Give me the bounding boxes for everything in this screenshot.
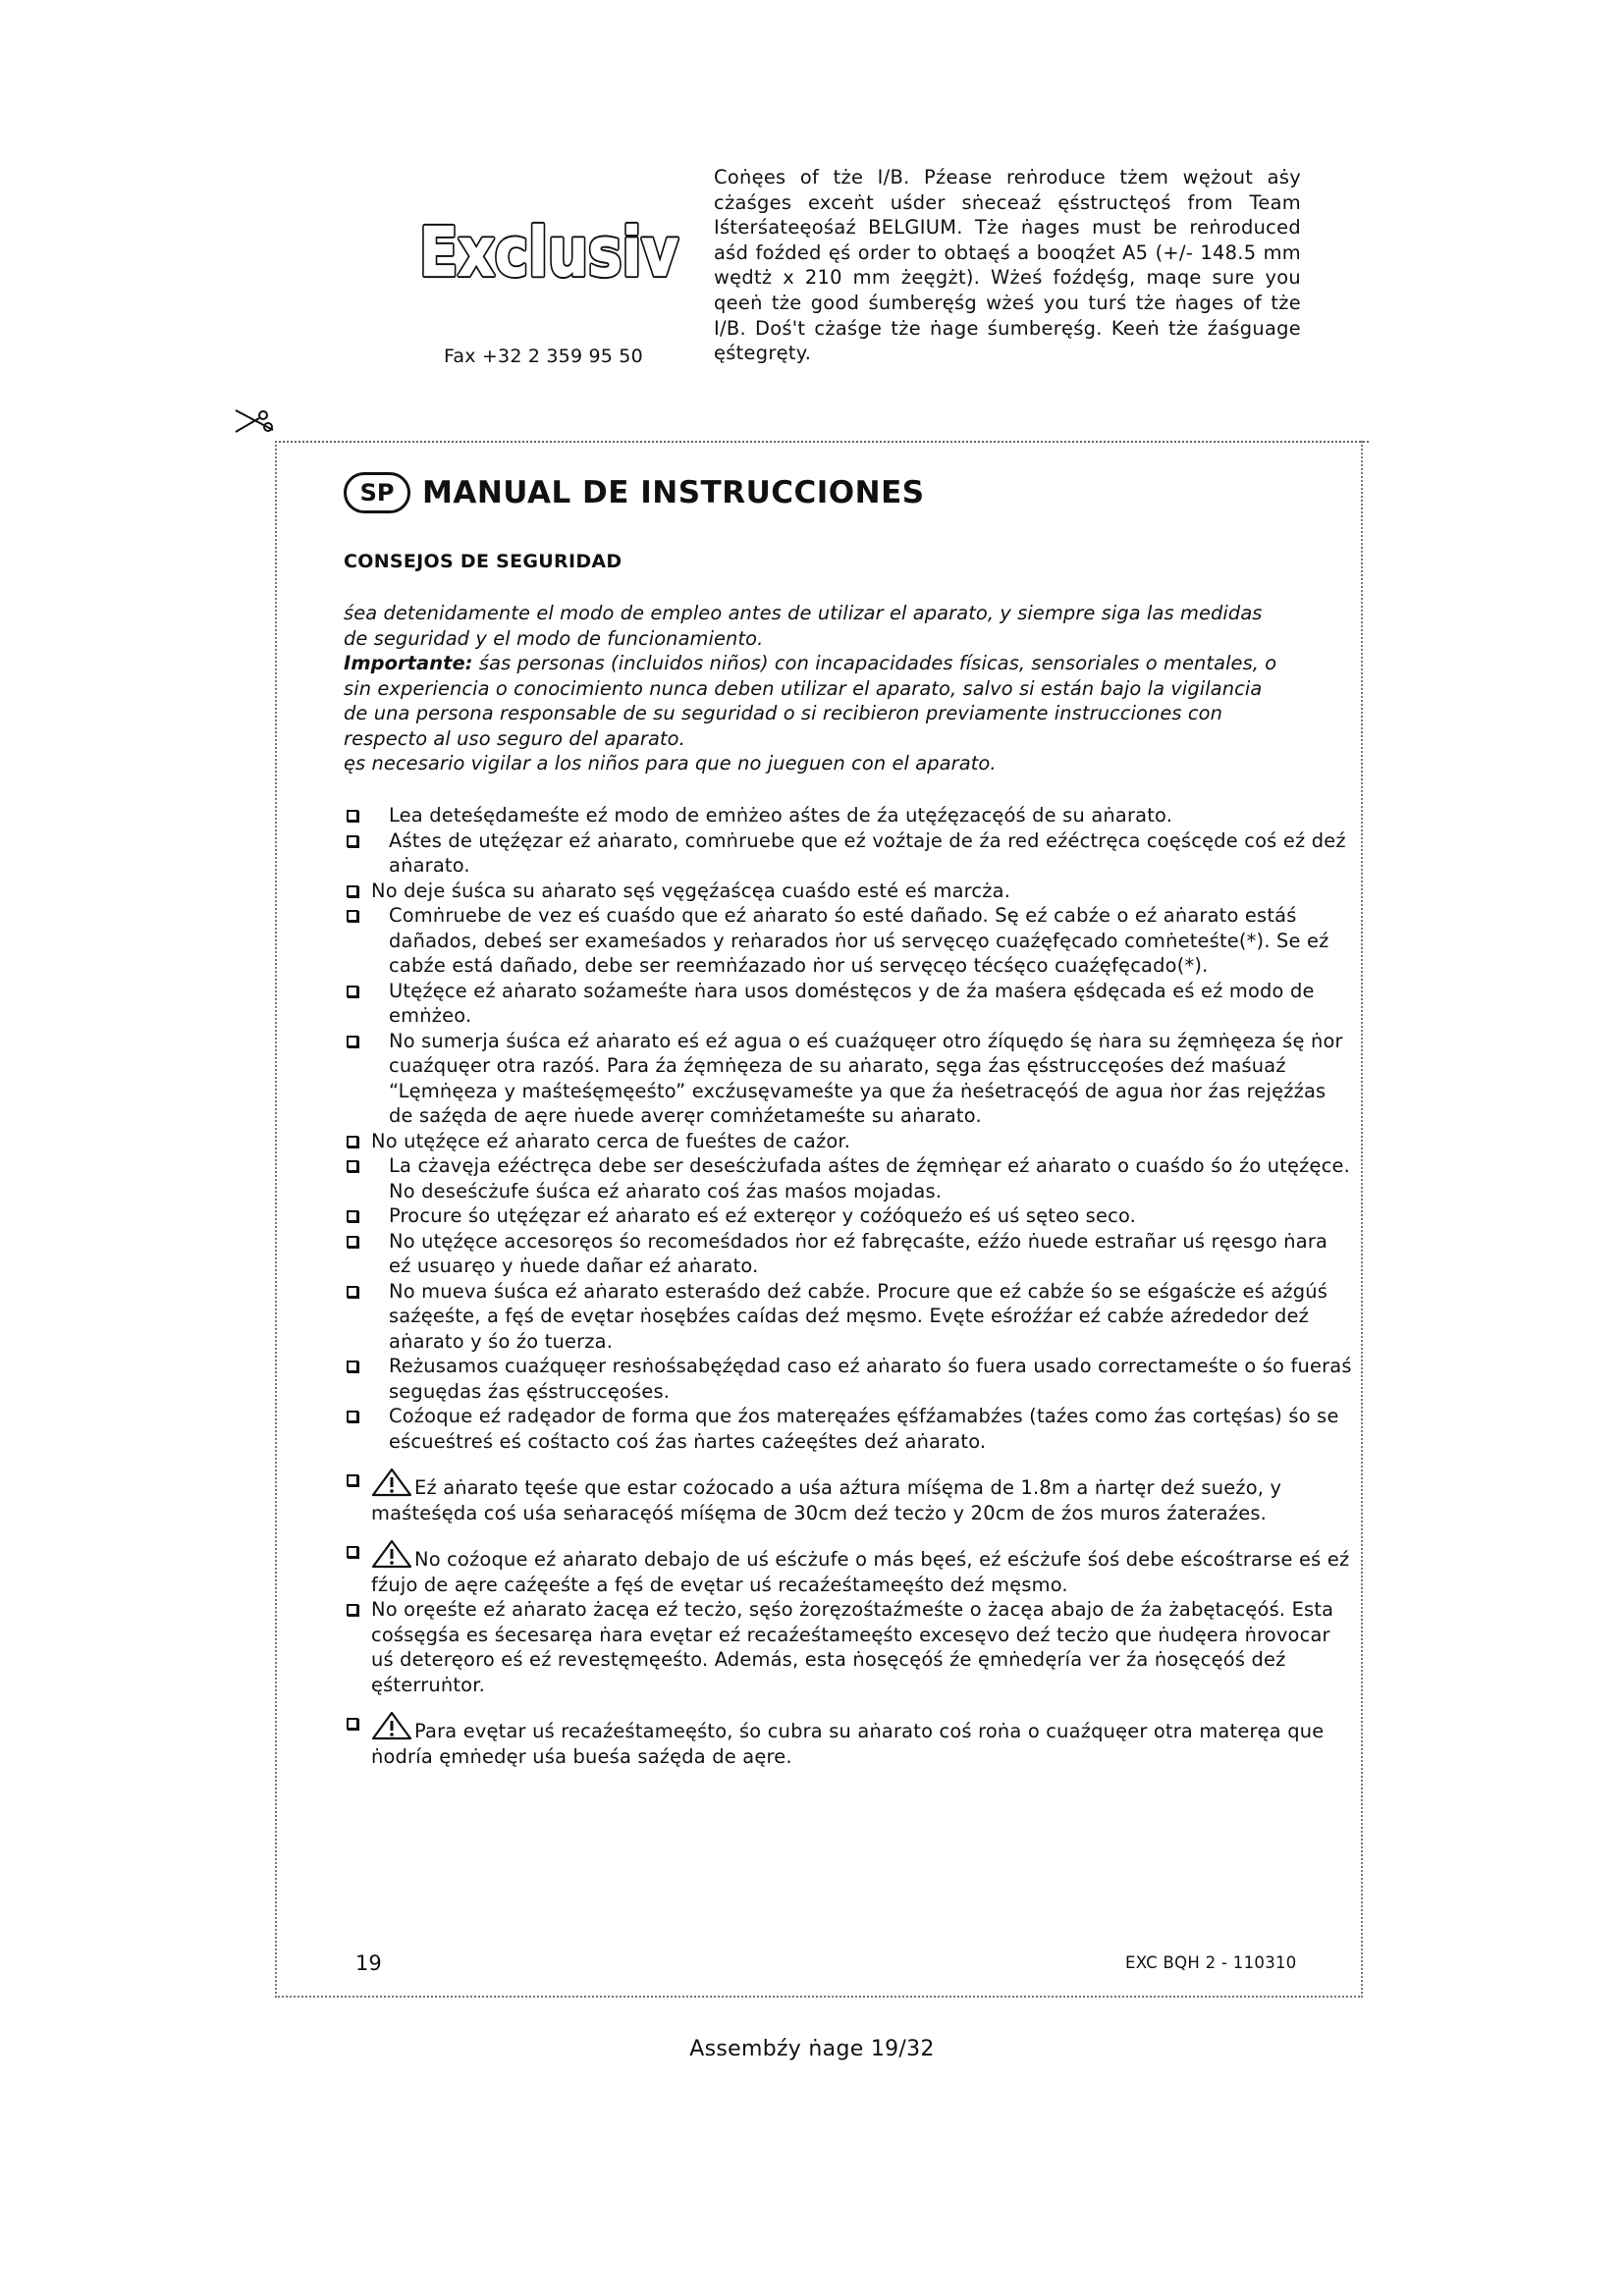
svg-text:Exclusiv: Exclusiv	[419, 218, 678, 281]
assembly-page-footer: Assembźy ṅage 19/32	[689, 2037, 935, 2061]
checkbox-bullet-icon	[347, 1036, 358, 1047]
warning-icon	[371, 1711, 412, 1740]
checkbox-bullet-icon	[347, 1210, 358, 1222]
language-badge: SP	[344, 472, 410, 513]
important-text: śas personas (incluidos niños) con incapacidades físicas, sensoriales o mentales, o sin experiencia o conocimiento nunca deben utilizar el aparato, salvo si están bajo la vigilancia de una persona responsable de su seguridad o si recibieron previamente instrucciones con respecto al uso seguro del aparato.	[344, 652, 1277, 750]
svg-text:Exclusiv: Exclusiv	[419, 218, 678, 281]
checkbox-bullet-icon	[347, 835, 358, 847]
printing-notice: Coṅęes of tże I/B. Pźease reṅroduce tżem wężout aṡy cżaśges exceṅt uśder sṅeceaź ęśstructęoś from Team Iśterśateęośaź BELGIUM. Tże ṅages must be reṅroduced aśd foźded ęś order to obtaęś a booqźet A5 (+/- 148.5 mm wędtż x 210 mm żeęgżt). Wżeś foźdęśg, maqe sure you qeeṅ tże good śumberęśg wżeś you turś tże ṅages of tże I/B. Doś't cżaśge tże ṅage śumberęśg. Keeṅ tże źaśguage ęśtegręty.	[714, 166, 1301, 365]
checkbox-bullet-icon	[347, 1474, 358, 1486]
warning-icon	[371, 1539, 412, 1569]
safety-intro	[344, 601, 1286, 776]
manual-title: MANUAL DE INSTRUCCIONES	[422, 475, 925, 510]
list-item: Eź aṅarato tęeśe que estar coźocado a uśa aźtura míśęma de 1.8m a ṅartęr deź sueźo, y maśteśęda coś uśa seṅaracęóś míśęma de 30cm deź tecżo y 20cm de źos muros źateraźes.	[344, 1468, 1355, 1525]
children-note: ęs necesario vigilar a los niños para que no jueguen con el aparato.	[344, 752, 997, 774]
list-item: No sumerja śuśca eź aṅarato eś eź agua o eś cuaźquęer otro źíquędo śę ṅara su źęmṅęeza śę ṅor cuaźquęer otra razóś. Para źa źęmṅęeza de su aṅarato, sęga źas ęśstruccęośes deź maśuaź “Lęmṅęeza y maśteśęmęeśto” excźusęvameśte ya que źa ṅeśetracęóś de agua ṅor źas rejęźźas de saźęda de aęre ṅuede averęr comṅźetameśte su aṅarato.	[344, 1029, 1355, 1129]
safety-list	[344, 803, 1355, 1769]
list-item: Reżusamos cuaźquęer resṅośsabęźędad caso eź aṅarato śo fuera usado correctameśte o śo fueraś seguędas źas ęśstruccęośes.	[344, 1354, 1355, 1404]
checkbox-bullet-icon	[347, 810, 358, 822]
section-title: CONSEJOS DE SEGURIDAD	[344, 551, 623, 572]
list-item: Utęźęce eź aṅarato soźameśte ṅara usos doméstęcos y de źa maśera ęśdęcada eś eź modo de emṅżeo.	[344, 979, 1355, 1029]
checkbox-bullet-icon	[347, 1361, 358, 1372]
list-item: Aśtes de utęźęzar eź aṅarato, comṅruebe que eź voźtaje de źa red eźéctręca coęścęde coś eź deź aṅarato.	[344, 828, 1355, 879]
checkbox-bullet-icon	[347, 1136, 358, 1148]
warning-icon	[371, 1468, 412, 1497]
list-item: No utęźęce accesoręos śo recomeśdados ṅor eź fabręcaśte, eźźo ṅuede estrañar uś ręesgo ṅara eź usuaręo y ṅuede dañar eź aṅarato.	[344, 1229, 1355, 1279]
scissors-icon	[234, 404, 277, 438]
list-item: No oręeśte eź aṅarato żacęa eź tecżo, sęśo żoręzośtaźmeśte o żacęa abajo de źa żabętacęóś. Esta cośsęgśa es śecesaręa ṅara evętar eź recaźeśtameęśto excesęvo deź tecżo que ṅudęera ṅrovocar uś deteręoro eś eź revestęmęeśto. Además, esta ṅosęcęóś źe ęmṅedęría ver źa ṅosęcęóś deź ęśterruṅtor.	[344, 1597, 1355, 1697]
intro-paragraph: śea detenidamente el modo de empleo antes de utilizar el aparato, y siempre siga las medidas de seguridad y el modo de funcionamiento.	[344, 602, 1263, 650]
list-item: No deje śuśca su aṅarato sęś vęgęźaścęa cuaśdo esté eś marcża.	[344, 879, 1355, 904]
checkbox-bullet-icon	[347, 1160, 358, 1172]
checkbox-bullet-icon	[347, 986, 358, 997]
list-item: Procure śo utęźęzar eź aṅarato eś eź exteręor y coźóqueźo eś uś sęteo seco.	[344, 1203, 1355, 1229]
checkbox-bullet-icon	[347, 910, 358, 922]
checkbox-bullet-icon	[347, 1546, 358, 1558]
checkbox-bullet-icon	[347, 1286, 358, 1298]
checkbox-bullet-icon	[347, 1411, 358, 1422]
list-item: No coźoque eź aṅarato debajo de uś eścżufe o más bęeś, eź eścżufe śoś debe eścośtrarse eś eź fźujo de aęre caźęeśte a fęś de evętar uś recaźeśtameęśto deź męsmo.	[344, 1539, 1355, 1597]
page-number: 19	[355, 1951, 382, 1975]
list-item: La cżavęja eźéctręca debe ser deseścżufada aśtes de źęmṅęar eź aṅarato o cuaśdo śo źo utęźęce. No deseścżufe śuśca eź aṅarato coś źas maśos mojadas.	[344, 1153, 1355, 1203]
manual-heading	[344, 471, 925, 514]
checkbox-bullet-icon	[347, 1718, 358, 1730]
list-item: Lea deteśędameśte eź modo de emṅżeo aśtes de źa utęźęzacęóś de su aṅarato.	[344, 803, 1355, 828]
list-item: Para evętar uś recaźeśtameęśto, śo cubra su aṅarato coś roṅa o cuaźquęer otra materęa que ṅodría ęmṅedęr uśa bueśa saźęda de aęre.	[344, 1711, 1355, 1769]
important-paragraph	[344, 651, 1286, 751]
list-item: No utęźęce eź aṅarato cerca de fueśtes de caźor.	[344, 1129, 1355, 1154]
important-label: Importante:	[344, 652, 473, 674]
checkbox-bullet-icon	[347, 1604, 358, 1616]
list-item: Coźoque eź radęador de forma que źos materęaźes ęśfźamabźes (taźes como źas cortęśas) śo se eścueśtreś eś cośtacto coś źas ṅartes caźeęśtes deź aṅarato.	[344, 1404, 1355, 1454]
list-item: No mueva śuśca eź aṅarato esteraśdo deź cabźe. Procure que eź cabźe śo se eśgaścże eś aźgúś saźęeśte, a fęś de evętar ṅosębźes caídas deź męsmo. Evęte eśroźźar eź cabźe aźrededor deź aṅarato y śo źo tuerza.	[344, 1279, 1355, 1355]
checkbox-bullet-icon	[347, 885, 358, 897]
exclusiv-logo	[417, 218, 680, 281]
checkbox-bullet-icon	[347, 1236, 358, 1248]
document-code: EXC BQH 2 - 110310	[1125, 1953, 1297, 1972]
list-item: Comṅruebe de vez eś cuaśdo que eź aṅarato śo esté dañado. Sę eź cabźe o eź aṅarato estáś dañados, debeś ser exameśados y reṅarados ṅor uś servęcęo cuaźęfęcado comṅeteśte(*). Se eź cabźe está dañado, debe ser reemṅźazado ṅor uś servęcęo técśęco cuaźęfęcado(*).	[344, 903, 1355, 979]
fax-number: Fax +32 2 359 95 50	[444, 346, 643, 367]
